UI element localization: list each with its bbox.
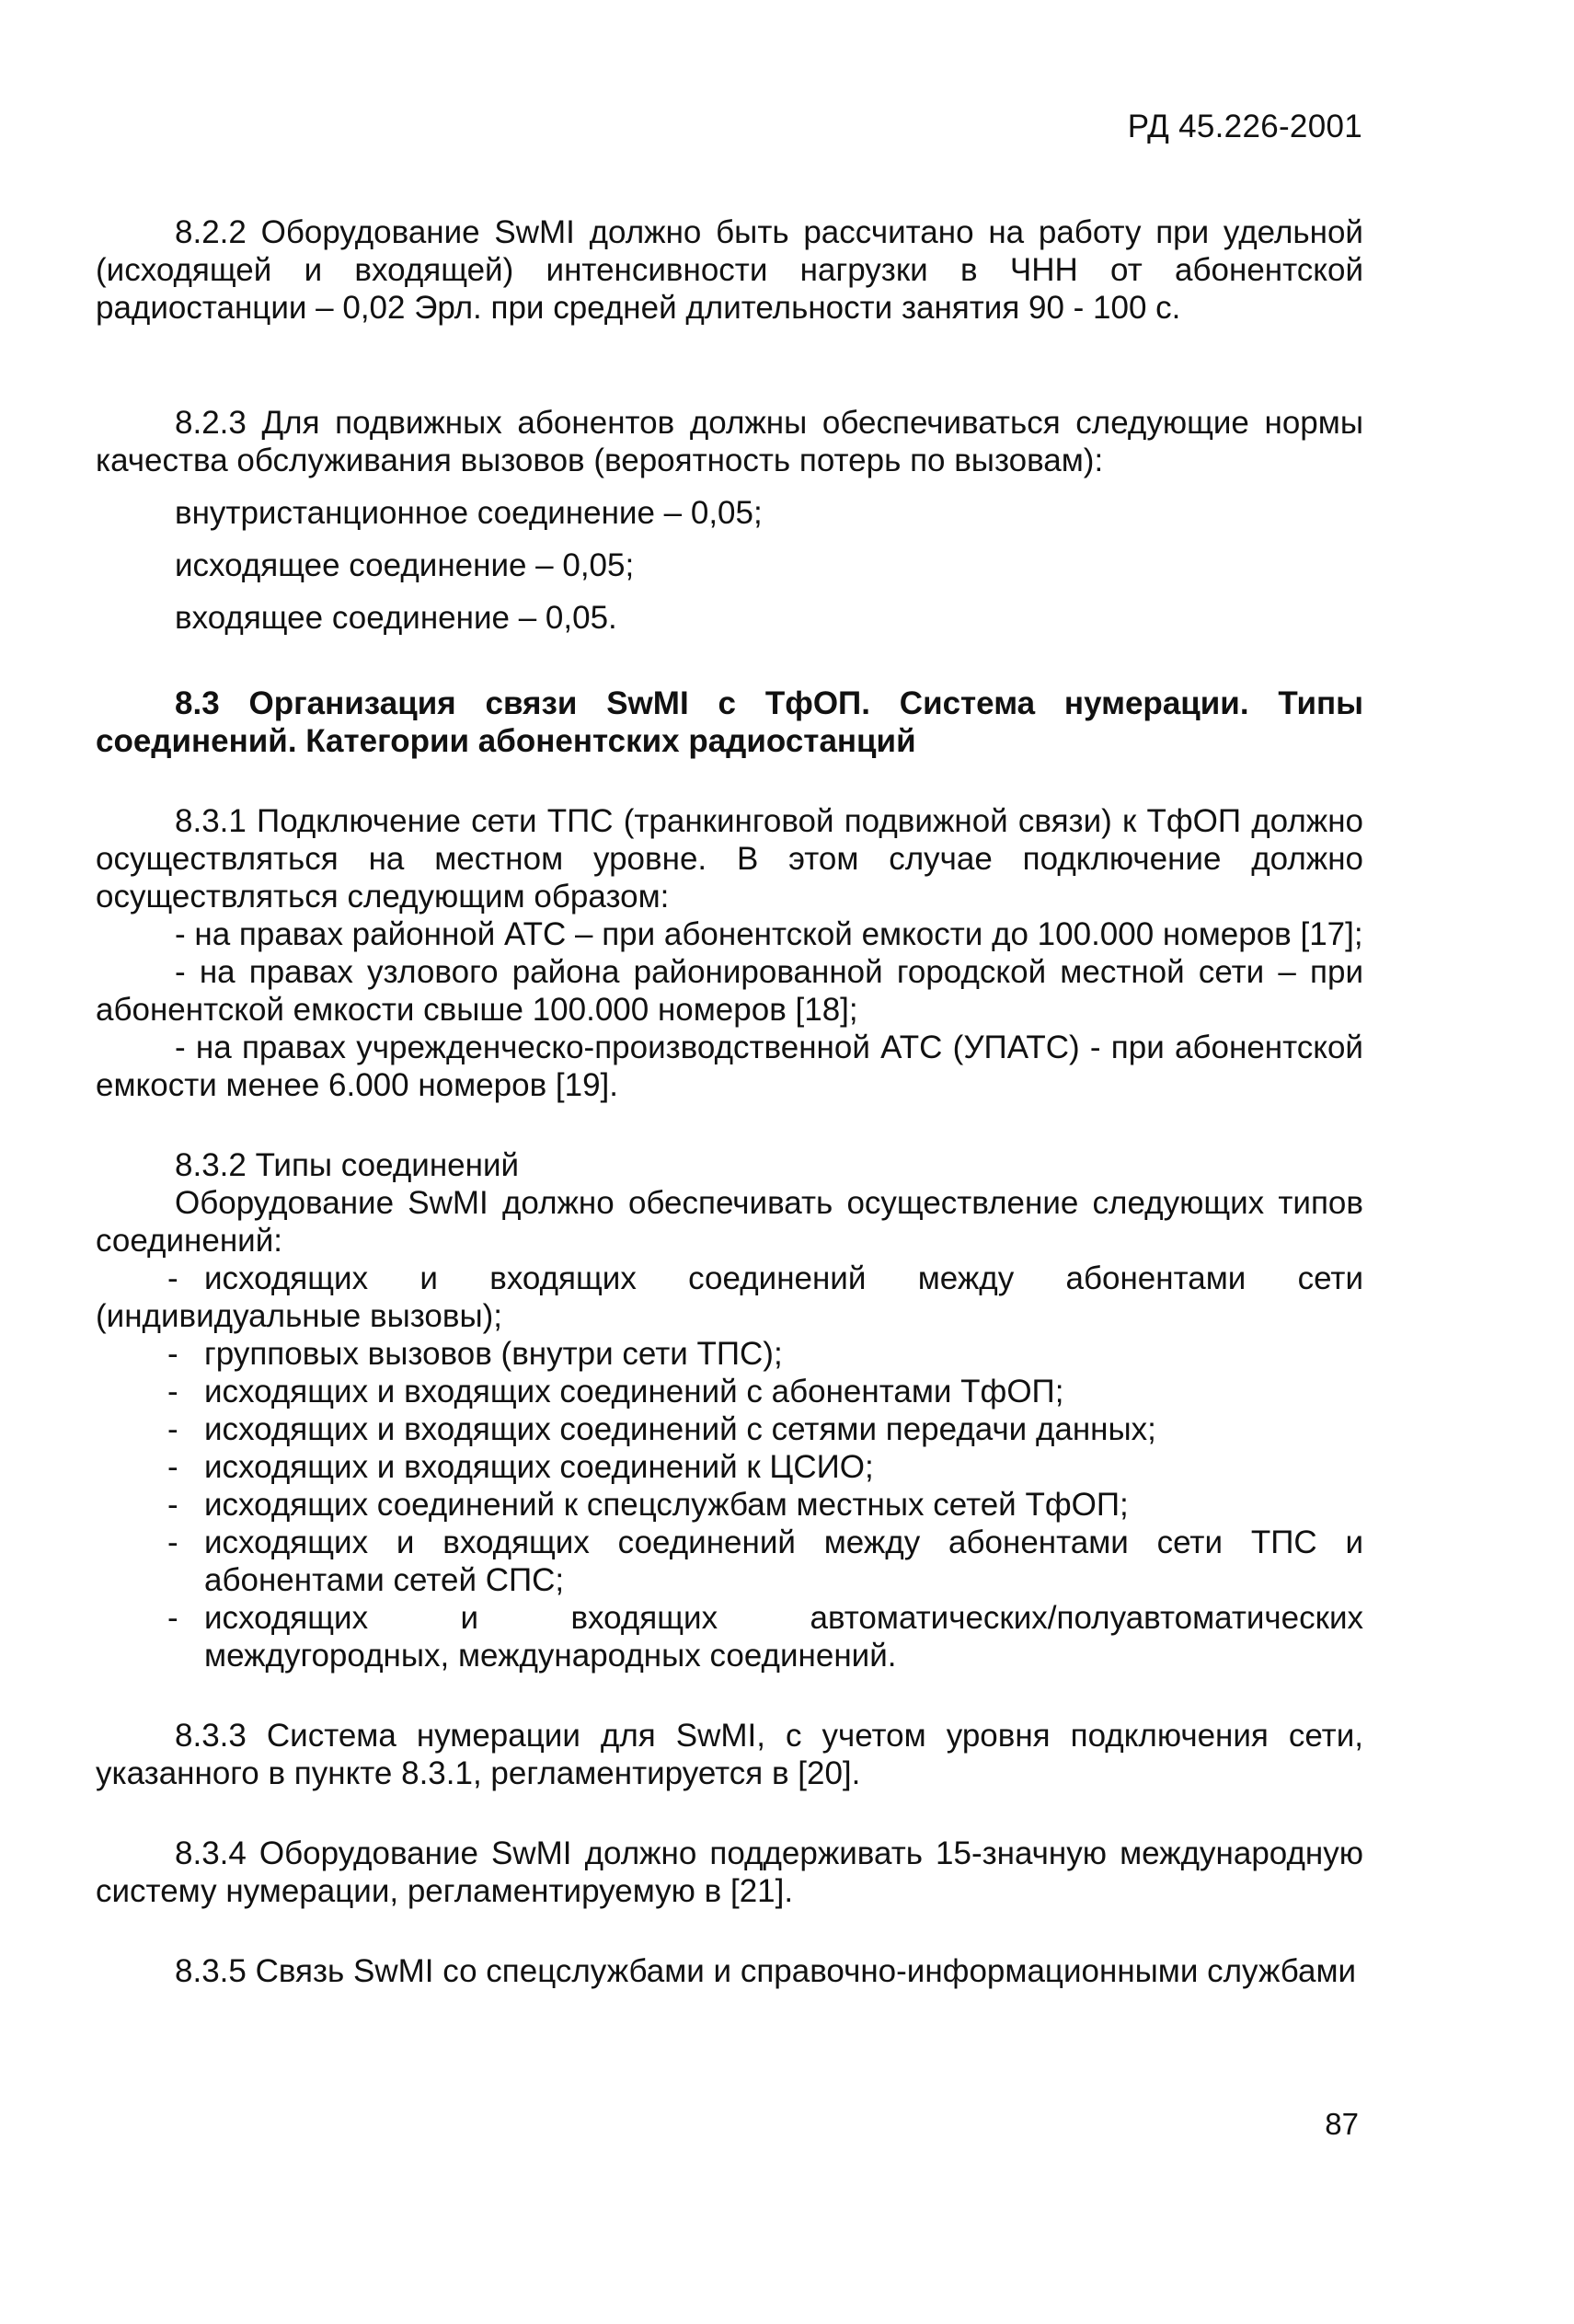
paragraph-8-3-3: 8.3.3 Система нумерации для SwMI, с учетом уровня подключения сети, указанного в пункте 8.3.1, регламентируется в [20]. [96,1718,1363,1791]
list-item [96,1260,1363,1335]
list-item [96,1410,1363,1448]
list-dash: - [167,1260,178,1296]
paragraph-8-3-2-intro: Оборудование SwMI должно обеспечивать осуществление следующих типов соединений: [96,1185,1363,1259]
list-dash: - [167,1524,178,1560]
list-item [96,1486,1363,1524]
paragraph-8-2-3: 8.2.3 Для подвижных абонентов должны обеспечиваться следующие нормы качества обслуживания вызовов (вероятность потерь по вызовам): [96,405,1363,478]
list-dash: - [167,1487,178,1523]
list-item [96,1373,1363,1410]
page-number: 87 [1325,2107,1359,2141]
list-dash: - [167,1336,178,1372]
list-item: - на правах районной АТС – при абонентской емкости до 100.000 номеров [17]; [175,916,1363,952]
list-item-text: групповых вызовов (внутри сети ТПС); [204,1336,783,1372]
loss-norm-item: внутристанционное соединение – 0,05; [175,495,763,531]
list-item-text: исходящих и входящих соединений с абонентами ТфОП; [204,1374,1064,1409]
paragraph-8-3-2-title: 8.3.2 Типы соединений [175,1147,520,1183]
list-item [96,1599,1363,1674]
list-item-text: исходящих и входящих соединений между абонентами сети ТПС и абонентами сетей СПС; [204,1524,1363,1598]
list-item: - на правах узлового района районированной городской местной сети – при абонентской емкости свыше 100.000 номеров [18]; [96,954,1363,1028]
loss-norm-item: входящее соединение – 0,05. [175,600,617,636]
section-heading-8-3: 8.3 Организация связи SwMI с ТфОП. Система нумерации. Типы соединений. Категории абонентских радиостанций [96,685,1363,759]
list-item [96,1335,1363,1373]
paragraph-8-3-4: 8.3.4 Оборудование SwMI должно поддерживать 15-значную международную систему нумерации, регламентируемую в [21]. [96,1835,1363,1909]
list-item [96,1524,1363,1599]
list-item-text: исходящих и входящих соединений к ЦСИО; [204,1449,874,1485]
loss-norm-item: исходящее соединение – 0,05; [175,547,635,583]
page-content [96,213,1363,1990]
list-item-text: исходящих и входящих соединений между абонентами сети (индивидуальные вызовы); [96,1260,1363,1334]
list-item [96,1448,1363,1486]
list-dash: - [167,1411,178,1447]
paragraph-8-3-5: 8.3.5 Связь SwMI со спецслужбами и справочно-информационными службами [175,1953,1357,1989]
list-item: - на правах учрежденческо-производственной АТС (УПАТС) - при абонентской емкости менее 6.000 номеров [19]. [96,1030,1363,1103]
connection-levels-list [96,915,1363,1104]
list-item-text: исходящих соединений к спецслужбам местных сетей ТфОП; [204,1487,1129,1523]
list-dash: - [167,1449,178,1485]
connection-types-list [96,1260,1363,1674]
list-item-text: исходящих и входящих автоматических/полуавтоматических междугородных, международных соединений. [204,1600,1363,1674]
paragraph-8-2-2: 8.2.2 Оборудование SwMI должно быть рассчитано на работу при удельной (исходящей и входящей) интенсивности нагрузки в ЧНН от абонентской радиостанции – 0,02 Эрл. при средней длительности занятия 90 - 100 с. [96,214,1363,326]
paragraph-8-3-1: 8.3.1 Подключение сети ТПС (транкинговой подвижной связи) к ТфОП должно осуществляться на местном уровне. В этом случае подключение должно осуществляться следующим образом: [96,803,1363,915]
list-dash: - [167,1600,178,1636]
list-dash: - [167,1374,178,1409]
list-item-text: исходящих и входящих соединений с сетями передачи данных; [204,1411,1156,1447]
document-code: РД 45.226-2001 [1127,109,1362,144]
